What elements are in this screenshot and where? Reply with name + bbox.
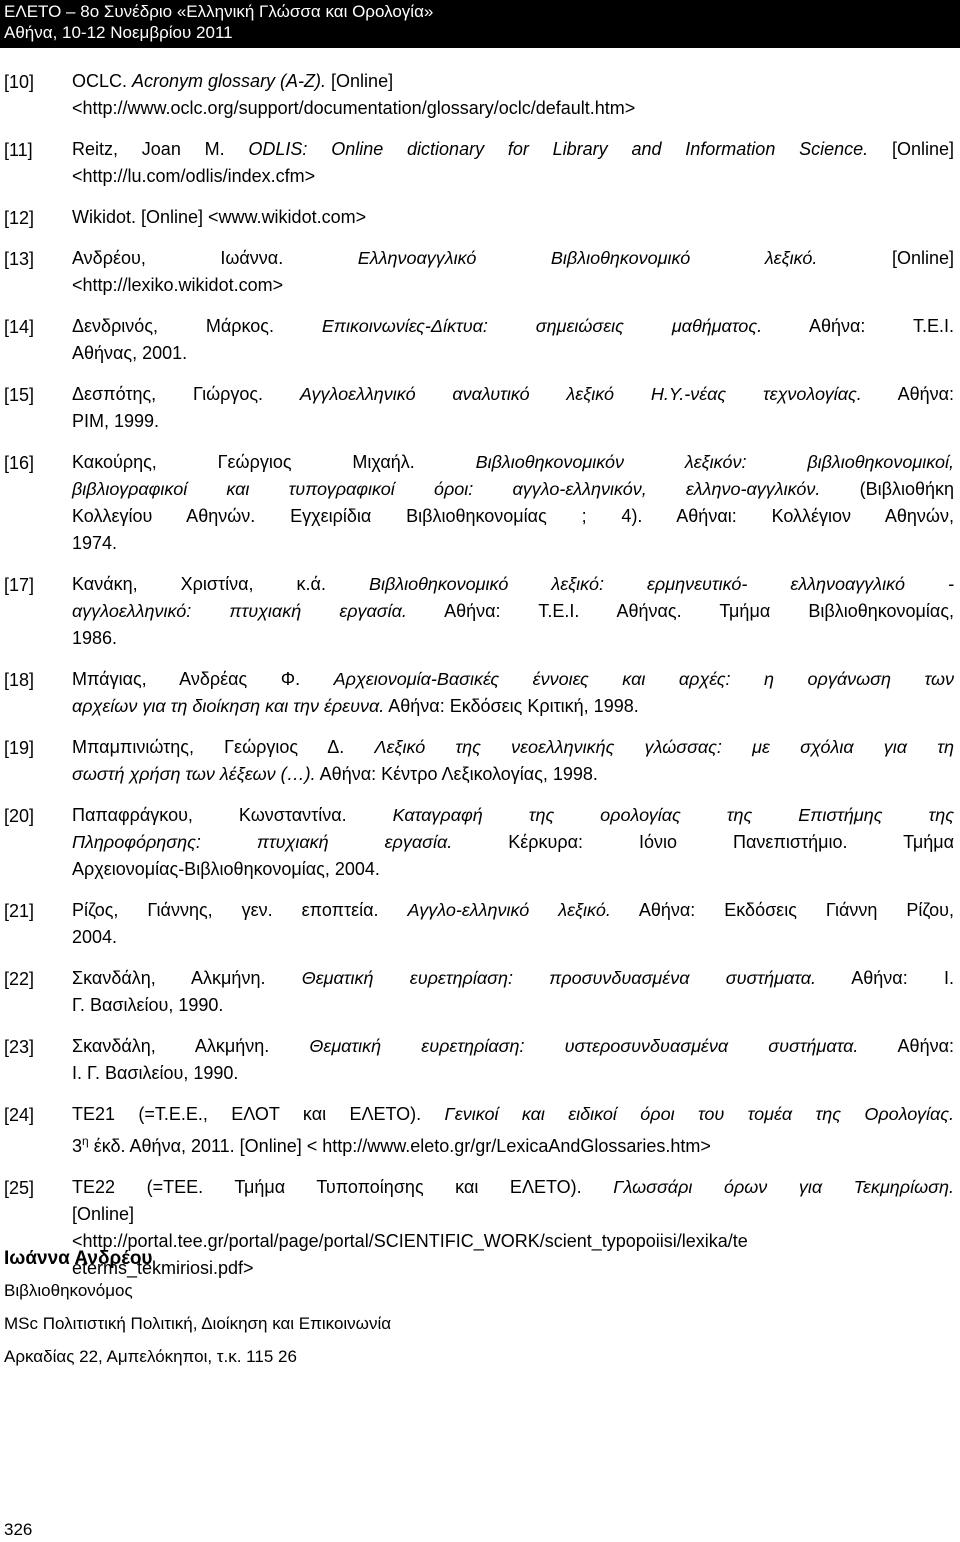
italic-title-segment: Λεξικό της νεοελληνικής γλώσσας: με σχόλια για τη xyxy=(374,737,954,757)
text-segment: Σκανδάλη, Αλκμήνη. xyxy=(72,968,302,988)
reference-line xyxy=(72,204,954,231)
reference-line xyxy=(72,476,954,503)
reference-text xyxy=(72,245,954,299)
reference-line xyxy=(72,68,954,95)
reference-text xyxy=(72,734,954,788)
text-segment: Αθήνα: Ι. xyxy=(815,968,954,988)
text-segment: [Online] xyxy=(868,139,954,159)
reference-line xyxy=(72,625,954,652)
italic-title-segment: Επικοινωνίες-Δίκτυα: σημειώσεις μαθήματος. xyxy=(321,316,763,336)
text-segment: ΤΕ22 (=ΤΕΕ. Τμήμα Τυποποίησης και ΕΛΕΤΟ). xyxy=(72,1177,614,1197)
reference-text xyxy=(72,802,954,883)
reference-line xyxy=(72,924,954,951)
italic-title-segment: Γενικοί και ειδικοί όροι του τομέα της Ορολογίας. xyxy=(444,1104,954,1124)
reference-number: [18] xyxy=(4,670,35,690)
reference-item xyxy=(0,897,960,951)
text-segment: Αθήνα: Τ.Ε.Ι. xyxy=(762,316,954,336)
reference-line xyxy=(72,245,954,272)
italic-title-segment: Αγγλο-ελληνικό λεξικό. xyxy=(407,900,611,920)
reference-line xyxy=(72,503,954,530)
reference-text xyxy=(72,1033,954,1087)
reference-line xyxy=(72,272,954,299)
text-segment: Ι. Γ. Βασιλείου, 1990. xyxy=(72,1063,239,1083)
reference-line xyxy=(72,1101,954,1128)
text-segment: [Online] xyxy=(326,71,394,91)
reference-line xyxy=(72,1201,954,1228)
reference-text xyxy=(72,897,954,951)
reference-text xyxy=(72,136,954,190)
page-number: 326 xyxy=(4,1520,33,1539)
text-segment: Reitz, Joan M. xyxy=(72,139,249,159)
reference-line xyxy=(72,381,954,408)
reference-text xyxy=(72,204,954,231)
reference-item xyxy=(0,245,960,299)
reference-number: [15] xyxy=(4,385,35,405)
reference-item xyxy=(0,381,960,435)
text-segment: Ρίζος, Γιάννης, γεν. εποπτεία. xyxy=(72,900,408,920)
text-segment: Αθήνα: xyxy=(861,384,955,404)
italic-title-segment: Πληροφόρησης: πτυχιακή εργασία. xyxy=(72,832,453,852)
text-segment: Ανδρέου, Ιωάννα. xyxy=(72,248,358,268)
reference-item xyxy=(0,1033,960,1087)
reference-item xyxy=(0,68,960,122)
reference-line xyxy=(72,965,954,992)
text-segment: 2004. xyxy=(72,927,118,947)
text-segment: Αθήνα: Εκδόσεις Γιάννη Ρίζου, xyxy=(610,900,955,920)
text-segment: [Online] xyxy=(817,248,954,268)
reference-line xyxy=(72,598,954,625)
reference-text xyxy=(72,449,954,557)
text-segment: 3 xyxy=(72,1136,83,1156)
reference-number: [10] xyxy=(4,72,35,92)
text-segment: Κέρκυρα: Ιόνιο Πανεπιστήμιο. Τμήμα xyxy=(452,832,954,852)
text-segment: OCLC. xyxy=(72,71,133,91)
text-segment: Σκανδάλη, Αλκμήνη. xyxy=(72,1036,310,1056)
italic-title-segment: Θεματική ευρετηρίαση: υστεροσυνδυασμένα συστήματα. xyxy=(309,1036,859,1056)
reference-item xyxy=(0,136,960,190)
text-segment: (Βιβλιοθήκη xyxy=(820,479,954,499)
reference-text xyxy=(72,571,954,652)
text-segment: Αθήνα: Κέντρο Λεξικολογίας, 1998. xyxy=(315,764,598,784)
reference-text xyxy=(72,313,954,367)
text-segment: Γ. Βασιλείου, 1990. xyxy=(72,995,224,1015)
reference-line xyxy=(72,761,954,788)
reference-line xyxy=(72,95,954,122)
reference-item xyxy=(0,965,960,1019)
reference-number: [22] xyxy=(4,969,35,989)
italic-title-segment: Acronym glossary (A-Z). xyxy=(132,71,327,91)
reference-line xyxy=(72,163,954,190)
author-role: Βιβλιοθηκονόμος xyxy=(4,1281,133,1300)
text-segment: Μπαμπινιώτης, Γεώργιος Δ. xyxy=(72,737,375,757)
text-segment: Αθήνας, 2001. xyxy=(72,343,188,363)
reference-line xyxy=(72,829,954,856)
reference-line xyxy=(72,666,954,693)
text-segment: <http://www.oclc.org/support/documentation/glossary/oclc/default.htm> xyxy=(72,98,636,118)
reference-number: [21] xyxy=(4,901,35,921)
italic-title-segment: Καταγραφή της ορολογίας της Επιστήμης της xyxy=(392,805,954,825)
italic-title-segment: Γλωσσάρι όρων για Τεκμηρίωση. xyxy=(613,1177,954,1197)
text-segment: 1986. xyxy=(72,628,118,648)
text-segment: ΤΕ21 (=Τ.Ε.Ε., ΕΛΟΤ και ΕΛΕΤΟ). xyxy=(72,1104,445,1124)
author-address: Αρκαδίας 22, Αμπελόκηποι, τ.κ. 115 26 xyxy=(4,1347,297,1366)
reference-line xyxy=(72,1174,954,1201)
reference-line xyxy=(72,897,954,924)
text-segment: Κακούρης, Γεώργιος Μιχαήλ. xyxy=(72,452,476,472)
text-segment: 1974. xyxy=(72,533,118,553)
italic-title-segment: Βιβλιοθηκονομικό λεξικό: ερμηνευτικό- ελληνοαγγλικό - xyxy=(368,574,954,594)
reference-item xyxy=(0,571,960,652)
reference-line xyxy=(72,856,954,883)
reference-item xyxy=(0,1101,960,1160)
text-segment: <http://lu.com/odlis/index.cfm> xyxy=(72,166,316,186)
italic-title-segment: Ελληνοαγγλικό Βιβλιοθηκονομικό λεξικό. xyxy=(357,248,818,268)
text-segment: PIM, 1999. xyxy=(72,411,160,431)
reference-line xyxy=(72,734,954,761)
text-segment: Αρχειονομίας-Βιβλιοθηκονομίας, 2004. xyxy=(72,859,380,879)
text-segment: <http://portal.tee.gr/portal/page/portal/SCIENTIFIC_WORK/scient_typopoiisi/lexika/te xyxy=(72,1231,748,1251)
author-name: Ιωάννα Ανδρέου xyxy=(4,1248,153,1269)
reference-number: [25] xyxy=(4,1178,35,1198)
reference-number: [20] xyxy=(4,806,35,826)
text-segment: <http://lexiko.wikidot.com> xyxy=(72,275,284,295)
text-segment: έκδ. Αθήνα, 2011. [Online] < http://www.eleto.gr/gr/LexicaAndGlossaries.htm> xyxy=(88,1136,711,1156)
italic-title-segment: βιβλιογραφικοί και τυπογραφικοί όροι: αγγλο-ελληνικόν, ελληνο-αγγλικόν. xyxy=(72,479,821,499)
reference-text xyxy=(72,666,954,720)
reference-line xyxy=(72,1128,954,1160)
reference-line xyxy=(72,408,954,435)
reference-line xyxy=(72,340,954,367)
reference-number: [16] xyxy=(4,453,35,473)
italic-title-segment: Αρχειονομία-Βασικές έννοιες και αρχές: η οργάνωση των xyxy=(333,669,954,689)
reference-number: [12] xyxy=(4,208,35,228)
reference-text xyxy=(72,381,954,435)
reference-line xyxy=(72,1060,954,1087)
text-segment: Αθήνα: xyxy=(858,1036,954,1056)
reference-number: [13] xyxy=(4,249,35,269)
text-segment: Μπάγιας, Ανδρέας Φ. xyxy=(72,669,334,689)
reference-list xyxy=(0,68,960,1296)
italic-title-segment: Βιβλιοθηκονομικόν λεξικόν: βιβλιοθηκονομικοί, xyxy=(475,452,954,472)
reference-number: [24] xyxy=(4,1105,35,1125)
running-header xyxy=(0,0,960,48)
reference-item xyxy=(0,449,960,557)
text-segment: η xyxy=(82,1134,89,1148)
text-segment: Δενδρινός, Μάρκος. xyxy=(72,316,322,336)
text-segment: [Online] xyxy=(72,1204,135,1224)
reference-text xyxy=(72,68,954,122)
italic-title-segment: Αγγλοελληνικό αναλυτικό λεξικό Η.Υ.-νέας τεχνολογίας. xyxy=(299,384,862,404)
conference-date: Αθήνα, 10-12 Νοεμβρίου 2011 xyxy=(4,23,233,42)
reference-text xyxy=(72,965,954,1019)
italic-title-segment: Θεματική ευρετηρίαση: προσυνδυασμένα συστήματα. xyxy=(301,968,816,988)
italic-title-segment: σωστή χρήση των λέξεων (…). xyxy=(72,764,316,784)
italic-title-segment: αγγλοελληνικό: πτυχιακή εργασία. xyxy=(72,601,407,621)
reference-text xyxy=(72,1101,954,1160)
reference-line xyxy=(72,571,954,598)
text-segment: Αθήνα: Εκδόσεις Κριτική, 1998. xyxy=(384,696,639,716)
reference-number: [19] xyxy=(4,738,35,758)
reference-line xyxy=(72,136,954,163)
reference-item xyxy=(0,313,960,367)
reference-item xyxy=(0,666,960,720)
text-segment: Κανάκη, Χριστίνα, κ.ά. xyxy=(72,574,369,594)
text-segment: Δεσπότης, Γιώργος. xyxy=(72,384,300,404)
italic-title-segment: αρχείων για τη διοίκηση και την έρευνα. xyxy=(72,696,385,716)
reference-item xyxy=(0,204,960,231)
reference-number: [17] xyxy=(4,575,35,595)
text-segment: Αθήνα: Τ.Ε.Ι. Αθήνας. Τμήμα Βιβλιοθηκονομίας, xyxy=(406,601,954,621)
author-degree: MSc Πολιτιστική Πολιτική, Διοίκηση και Επικοινωνία xyxy=(4,1314,392,1333)
reference-line xyxy=(72,313,954,340)
reference-item xyxy=(0,802,960,883)
reference-line xyxy=(72,449,954,476)
author-block xyxy=(4,1246,704,1379)
reference-line xyxy=(72,693,954,720)
reference-line xyxy=(72,530,954,557)
reference-line xyxy=(72,802,954,829)
reference-number: [11] xyxy=(4,140,33,160)
text-segment: Wikidot. [Online] <www.wikidot.com> xyxy=(72,207,367,227)
text-segment: eterms_tekmiriosi.pdf> xyxy=(72,1258,254,1278)
conference-title: ΕΛΕΤΟ – 8ο Συνέδριο «Ελληνική Γλώσσα και Ορολογία» xyxy=(4,2,434,21)
reference-number: [23] xyxy=(4,1037,35,1057)
text-segment: Παπαφράγκου, Κωνσταντίνα. xyxy=(72,805,393,825)
reference-item xyxy=(0,734,960,788)
italic-title-segment: ODLIS: Online dictionary for Library and Information Science. xyxy=(248,139,869,159)
reference-number: [14] xyxy=(4,317,35,337)
reference-line xyxy=(72,992,954,1019)
text-segment: Κολλεγίου Αθηνών. Εγχειρίδια Βιβλιοθηκονομίας ; 4). Αθήναι: Κολλέγιον Αθηνών, xyxy=(72,506,954,526)
reference-line xyxy=(72,1033,954,1060)
